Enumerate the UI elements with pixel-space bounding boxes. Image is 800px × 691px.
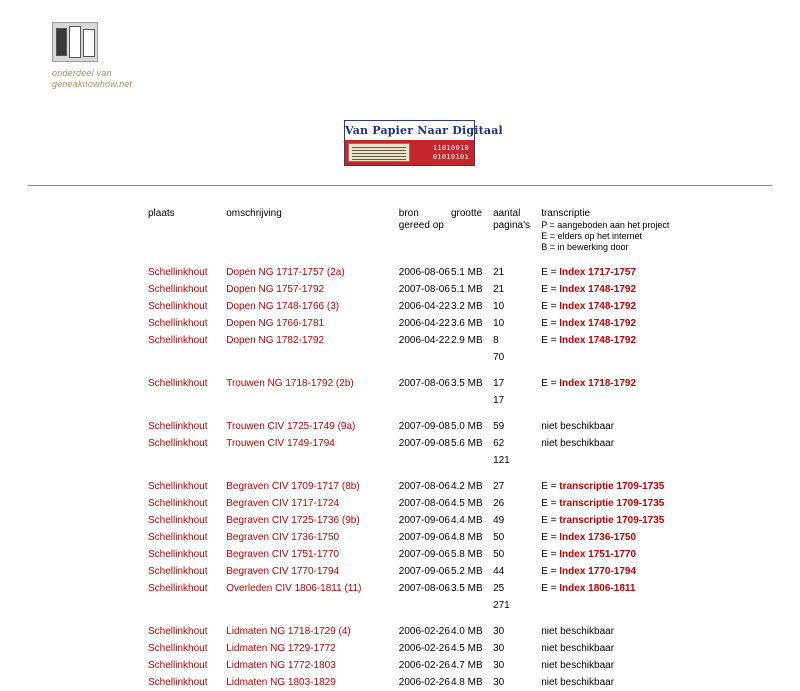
cell-bron-datum: 2007-08-06 (398, 583, 450, 594)
site-logo-block[interactable] (52, 22, 212, 90)
cell-aantal-paginas: 21 (493, 284, 505, 295)
cell-plaats: Schellinkhout (148, 677, 208, 688)
header-aantal-line1: aantal (493, 208, 521, 219)
cell-omschrijving-link[interactable]: Dopen NG 1782-1792 (226, 335, 325, 346)
cell-bron-datum: 2006-04-22 (398, 301, 450, 312)
logo-caption-line1: onderdeel van (52, 68, 112, 78)
cell-plaats: Schellinkhout (148, 549, 208, 560)
transcriptie-link[interactable]: transcriptie 1709-1735 (559, 515, 665, 526)
transcriptie-unavailable: niet beschikbaar (541, 643, 615, 654)
cell-grootte: 2.9 MB (450, 335, 483, 346)
header-transcriptie-label: transcriptie (541, 208, 591, 219)
cell-plaats: Schellinkhout (148, 284, 208, 295)
table-row (148, 580, 778, 597)
cell-omschrijving-link[interactable]: Begraven CIV 1709-1717 (8b) (226, 481, 360, 492)
logo-caption[interactable] (52, 68, 212, 90)
cell-transcriptie[interactable] (541, 298, 778, 315)
cell-transcriptie[interactable] (541, 315, 778, 332)
header-plaats: plaats (148, 208, 175, 219)
empty-cell (541, 349, 778, 366)
cell-bron-datum: 2007-08-06 (398, 481, 450, 492)
legend-line-b: B = in bewerking door (541, 242, 629, 252)
empty-cell (541, 452, 778, 469)
divider (28, 185, 772, 186)
table-row (148, 478, 778, 495)
cell-bron-datum: 2007-08-06 (398, 284, 450, 295)
cell-plaats: Schellinkhout (148, 335, 208, 346)
transcriptie-unavailable: niet beschikbaar (541, 438, 615, 449)
table-row (148, 657, 778, 674)
table-row (148, 495, 778, 512)
cell-grootte: 4.8 MB (450, 677, 483, 688)
scans-table (148, 208, 778, 691)
cell-bron-datum: 2006-08-06 (398, 267, 450, 278)
cell-transcriptie[interactable] (541, 546, 778, 563)
cell-transcriptie[interactable] (541, 529, 778, 546)
table-row (148, 315, 778, 332)
cell-grootte: 5.1 MB (450, 284, 483, 295)
header-bron (399, 208, 451, 253)
cell-omschrijving-link[interactable]: Begraven CIV 1770-1794 (226, 566, 340, 577)
cell-aantal-paginas: 44 (493, 566, 505, 577)
header-spacer-row (148, 253, 778, 264)
table-row (148, 563, 778, 580)
cell-omschrijving-link[interactable]: Lidmaten NG 1772-1803 (226, 660, 336, 671)
cell-transcriptie[interactable] (541, 495, 778, 512)
cell-grootte: 3.6 MB (450, 318, 483, 329)
cell-plaats: Schellinkhout (148, 318, 208, 329)
banner-binary-text (410, 144, 471, 162)
cell-grootte: 4.5 MB (450, 643, 483, 654)
cell-transcriptie (541, 640, 778, 657)
empty-cell (451, 349, 493, 366)
group-total-row (148, 392, 778, 409)
cell-bron-datum: 2007-09-06 (398, 515, 450, 526)
cell-aantal-paginas: 25 (493, 583, 505, 594)
cell-plaats: Schellinkhout (148, 660, 208, 671)
cell-grootte: 3.5 MB (450, 378, 483, 389)
empty-cell (399, 597, 451, 614)
cell-transcriptie[interactable] (541, 281, 778, 298)
cell-bron-datum: 2007-09-06 (398, 532, 450, 543)
transcriptie-prefix: E = (541, 549, 560, 560)
transcriptie-link[interactable]: transcriptie 1709-1735 (559, 481, 665, 492)
cell-bron-datum: 2007-08-06 (398, 498, 450, 509)
group-total-row (148, 597, 778, 614)
cell-grootte: 5.0 MB (450, 421, 483, 432)
table-row (148, 435, 778, 452)
cell-aantal-paginas: 62 (493, 438, 505, 449)
cell-bron-datum: 2006-02-26 (398, 626, 450, 637)
transcriptie-legend (541, 220, 778, 253)
cell-plaats: Schellinkhout (148, 626, 208, 637)
cell-bron-datum: 2007-08-06 (398, 378, 450, 389)
cell-grootte: 4.7 MB (450, 660, 483, 671)
cell-aantal-paginas: 49 (493, 515, 505, 526)
transcriptie-link[interactable]: Index 1748-1792 (559, 284, 636, 295)
cell-plaats: Schellinkhout (148, 421, 208, 432)
table-row (148, 281, 778, 298)
cell-plaats: Schellinkhout (148, 532, 208, 543)
table-row (148, 623, 778, 640)
cell-transcriptie[interactable] (541, 478, 778, 495)
group-total-row (148, 349, 778, 366)
cell-omschrijving-link[interactable]: Lidmaten NG 1718-1729 (4) (226, 626, 351, 637)
cell-plaats: Schellinkhout (148, 498, 208, 509)
transcriptie-link[interactable]: Index 1751-1770 (559, 549, 636, 560)
cell-aantal-paginas: 59 (493, 421, 505, 432)
cell-omschrijving-link[interactable]: Lidmaten NG 1729-1772 (226, 643, 336, 654)
cell-aantal-paginas: 8 (493, 335, 499, 346)
cell-plaats: Schellinkhout (148, 566, 208, 577)
cell-transcriptie[interactable] (541, 375, 778, 392)
table-row (148, 640, 778, 657)
transcriptie-prefix: E = (541, 498, 560, 509)
scans-table-container (148, 208, 788, 691)
empty-cell (451, 452, 493, 469)
empty-cell (451, 597, 493, 614)
transcriptie-link[interactable]: Index 1770-1794 (559, 566, 636, 577)
group-gap-row (148, 614, 778, 623)
transcriptie-prefix: E = (541, 583, 560, 594)
empty-cell (148, 452, 226, 469)
table-body (148, 264, 778, 691)
empty-cell (148, 597, 226, 614)
cell-transcriptie (541, 674, 778, 691)
cell-omschrijving-link[interactable]: Dopen NG 1766-1781 (226, 318, 325, 329)
cell-grootte: 5.6 MB (450, 438, 483, 449)
table-row (148, 375, 778, 392)
cell-bron-datum: 2006-04-22 (398, 335, 450, 346)
cell-plaats: Schellinkhout (148, 481, 208, 492)
cell-plaats: Schellinkhout (148, 438, 208, 449)
transcriptie-prefix: E = (541, 378, 560, 389)
transcriptie-link[interactable]: Index 1736-1750 (559, 532, 636, 543)
empty-cell (226, 392, 399, 409)
group-gap-cell (148, 366, 778, 375)
group-total-paginas: 17 (493, 395, 505, 406)
project-banner[interactable] (344, 120, 503, 166)
cell-grootte: 4.0 MB (450, 626, 483, 637)
cell-plaats: Schellinkhout (148, 515, 208, 526)
cell-aantal-paginas: 10 (493, 318, 505, 329)
cell-plaats: Schellinkhout (148, 378, 208, 389)
banner-bits-line2: 01010101 (432, 152, 469, 161)
empty-cell (399, 452, 451, 469)
empty-cell (226, 452, 399, 469)
transcriptie-prefix: E = (541, 515, 560, 526)
cell-aantal-paginas: 27 (493, 481, 505, 492)
cell-aantal-paginas: 30 (493, 660, 505, 671)
empty-cell (451, 392, 493, 409)
cell-transcriptie (541, 657, 778, 674)
header-aantal-paginas (493, 208, 541, 253)
group-gap-row (148, 366, 778, 375)
scanned-document-icon (348, 143, 410, 162)
table-row (148, 674, 778, 691)
banner-lower (345, 140, 474, 165)
cell-aantal-paginas: 26 (493, 498, 505, 509)
table-row (148, 264, 778, 281)
cell-bron-datum: 2007-09-06 (398, 566, 450, 577)
transcriptie-link[interactable]: Index 1718-1792 (559, 378, 636, 389)
transcriptie-unavailable: niet beschikbaar (541, 677, 615, 688)
legend-line-e: E = elders op het internet (541, 231, 643, 241)
transcriptie-link[interactable]: transcriptie 1709-1735 (559, 498, 665, 509)
transcriptie-prefix: E = (541, 301, 560, 312)
cell-bron-datum: 2006-02-26 (398, 660, 450, 671)
transcriptie-prefix: E = (541, 284, 560, 295)
cell-plaats: Schellinkhout (148, 267, 208, 278)
cell-grootte: 4.8 MB (450, 532, 483, 543)
transcriptie-link[interactable]: Index 1717-1757 (559, 267, 636, 278)
transcriptie-prefix: E = (541, 566, 560, 577)
transcriptie-unavailable: niet beschikbaar (541, 626, 615, 637)
cell-aantal-paginas: 30 (493, 643, 505, 654)
cell-omschrijving-link[interactable]: Begraven CIV 1751-1770 (226, 549, 340, 560)
cell-bron-datum: 2007-09-06 (398, 549, 450, 560)
group-gap-cell (148, 409, 778, 418)
empty-cell (541, 392, 778, 409)
books-stack-icon (52, 22, 98, 62)
cell-transcriptie (541, 623, 778, 640)
header-grootte: grootte (450, 208, 483, 219)
header-bron-line1: bron (398, 208, 419, 219)
legend-line-p: P = aangeboden aan het project (541, 220, 670, 230)
transcriptie-prefix: E = (541, 267, 560, 278)
cell-omschrijving-link[interactable]: Lidmaten NG 1803-1829 (226, 677, 336, 688)
table-row (148, 529, 778, 546)
group-total-paginas: 271 (493, 600, 510, 611)
table-header (148, 208, 778, 264)
empty-cell (148, 392, 226, 409)
empty-cell (226, 349, 399, 366)
empty-cell (399, 392, 451, 409)
table-row (148, 332, 778, 349)
transcriptie-prefix: E = (541, 481, 560, 492)
cell-bron-datum: 2007-09-08 (398, 438, 450, 449)
cell-transcriptie (541, 435, 778, 452)
cell-transcriptie[interactable] (541, 580, 778, 597)
transcriptie-unavailable: niet beschikbaar (541, 421, 615, 432)
transcriptie-link[interactable]: Index 1748-1792 (559, 318, 636, 329)
cell-omschrijving-link[interactable]: Trouwen NG 1718-1792 (2b) (226, 378, 354, 389)
table-row (148, 298, 778, 315)
cell-omschrijving-link[interactable]: Trouwen CIV 1725-1749 (9a) (226, 421, 356, 432)
cell-grootte: 5.1 MB (450, 267, 483, 278)
empty-cell (226, 597, 399, 614)
group-gap-row (148, 469, 778, 478)
cell-grootte: 5.8 MB (450, 549, 483, 560)
cell-plaats: Schellinkhout (148, 301, 208, 312)
empty-cell (541, 597, 778, 614)
cell-omschrijving-link[interactable]: Dopen NG 1748-1766 (3) (226, 301, 340, 312)
cell-bron-datum: 2007-09-08 (398, 421, 450, 432)
header-aantal-line2: pagina's (493, 220, 531, 231)
cell-grootte: 5.2 MB (450, 566, 483, 577)
cell-plaats: Schellinkhout (148, 583, 208, 594)
cell-grootte: 4.2 MB (450, 481, 483, 492)
cell-transcriptie (541, 418, 778, 435)
cell-grootte: 4.5 MB (450, 498, 483, 509)
cell-aantal-paginas: 10 (493, 301, 505, 312)
cell-grootte: 3.5 MB (450, 583, 483, 594)
cell-omschrijving-link[interactable]: Begraven CIV 1725-1736 (9b) (226, 515, 360, 526)
transcriptie-prefix: E = (541, 318, 560, 329)
cell-aantal-paginas: 21 (493, 267, 505, 278)
cell-omschrijving-link[interactable]: Begraven CIV 1736-1750 (226, 532, 340, 543)
table-row (148, 418, 778, 435)
transcriptie-prefix: E = (541, 335, 560, 346)
group-gap-cell (148, 614, 778, 623)
empty-cell (399, 349, 451, 366)
transcriptie-prefix: E = (541, 532, 560, 543)
cell-transcriptie[interactable] (541, 563, 778, 580)
banner-title: Van Papier Naar Digitaal (345, 121, 474, 140)
group-gap-cell (148, 469, 778, 478)
group-total-paginas: 70 (493, 352, 505, 363)
transcriptie-link[interactable]: Index 1748-1792 (559, 301, 636, 312)
cell-transcriptie[interactable] (541, 512, 778, 529)
group-total-row (148, 452, 778, 469)
cell-aantal-paginas: 30 (493, 626, 505, 637)
transcriptie-unavailable: niet beschikbaar (541, 660, 615, 671)
cell-bron-datum: 2006-02-26 (398, 677, 450, 688)
cell-grootte: 4.4 MB (450, 515, 483, 526)
table-row (148, 546, 778, 563)
cell-plaats: Schellinkhout (148, 643, 208, 654)
header-transcriptie (541, 208, 778, 253)
cell-aantal-paginas: 50 (493, 549, 505, 560)
cell-omschrijving-link[interactable]: Dopen NG 1757-1792 (226, 284, 325, 295)
banner-bits-line1: 11010010 (432, 143, 469, 152)
cell-aantal-paginas: 30 (493, 677, 505, 688)
cell-omschrijving-link[interactable]: Overleden CIV 1806-1811 (11) (226, 583, 362, 594)
empty-cell (148, 349, 226, 366)
cell-bron-datum: 2006-02-26 (398, 643, 450, 654)
table-header-row (148, 208, 778, 253)
group-total-paginas: 121 (493, 455, 510, 466)
cell-aantal-paginas: 50 (493, 532, 505, 543)
cell-aantal-paginas: 17 (493, 378, 505, 389)
cell-grootte: 3.2 MB (450, 301, 483, 312)
logo-caption-line2[interactable]: geneaknowhow.net (52, 79, 133, 89)
transcriptie-link[interactable]: Index 1806-1811 (559, 583, 636, 594)
cell-bron-datum: 2006-04-22 (398, 318, 450, 329)
table-row (148, 512, 778, 529)
cell-omschrijving-link[interactable]: Begraven CIV 1717-1724 (226, 498, 340, 509)
group-gap-row (148, 409, 778, 418)
transcriptie-link[interactable]: Index 1748-1792 (559, 335, 636, 346)
cell-omschrijving-link[interactable]: Trouwen CIV 1749-1794 (226, 438, 335, 449)
cell-transcriptie[interactable] (541, 332, 778, 349)
cell-omschrijving-link[interactable]: Dopen NG 1717-1757 (2a) (226, 267, 345, 278)
header-omschrijving: omschrijving (226, 208, 282, 219)
header-bron-line2: gereed op (398, 220, 444, 231)
cell-transcriptie[interactable] (541, 264, 778, 281)
